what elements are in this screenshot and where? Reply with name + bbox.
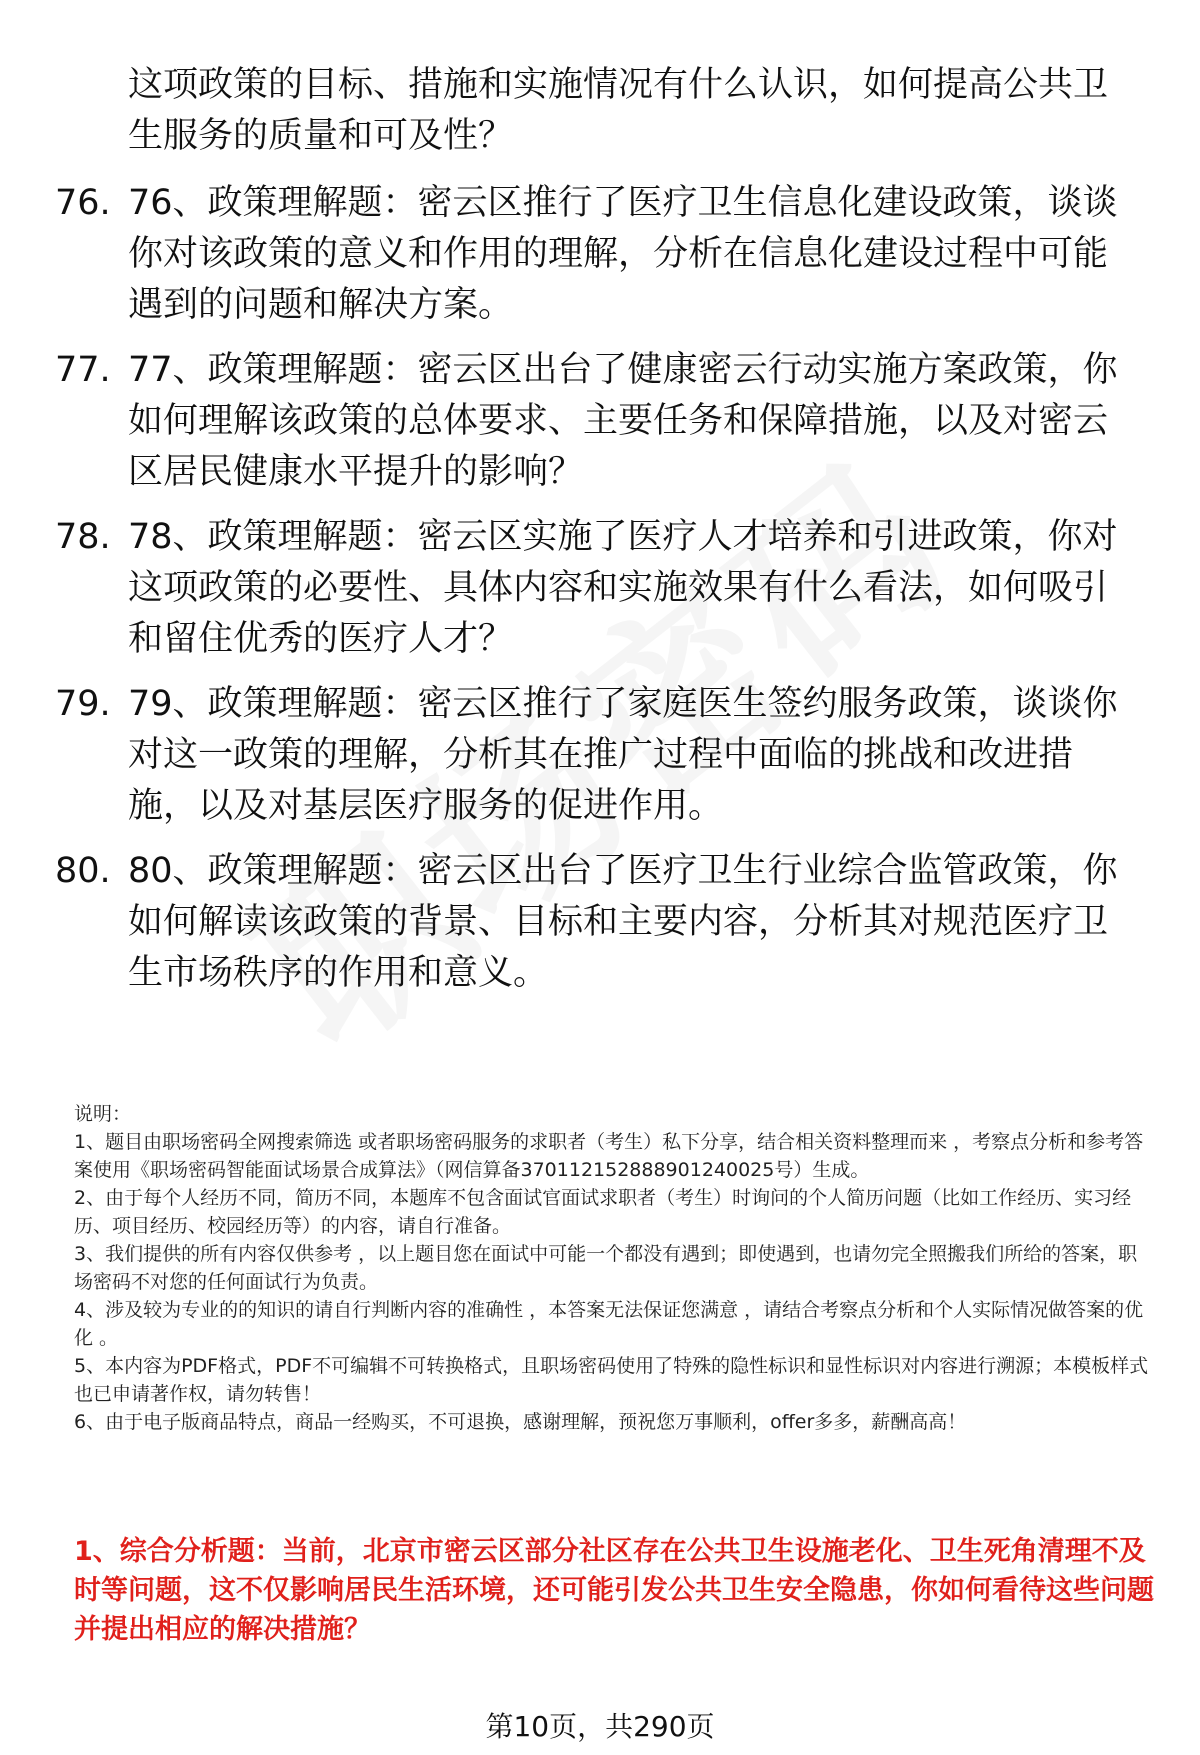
question-text: 77、政策理解题：密云区出台了健康密云行动实施方案政策，你如何理解该政策的总体要求、主要任务和保障措施，以及对密云区居民健康水平提升的影响？	[128, 350, 1118, 492]
question-number: 76.	[55, 183, 111, 223]
note-item: 4、涉及较为专业的的知识的请自行判断内容的准确性 ，本答案无法保证您满意 ，请结合考察点分析和个人实际情况做答案的优化 。	[74, 1299, 1144, 1349]
question-text: 79、政策理解题：密云区推行了家庭医生签约服务政策，谈谈你对这一政策的理解，分析其在推广过程中面临的挑战和改进措施，以及对基层医疗服务的促进作用。	[128, 684, 1118, 826]
continuation-text	[128, 60, 1138, 162]
question-78	[55, 512, 1138, 665]
question-80	[55, 846, 1138, 999]
notes-heading: 说明：	[74, 1103, 132, 1125]
question-text: 78、政策理解题：密云区实施了医疗人才培养和引进政策，你对这项政策的必要性、具体内容和实施效果有什么看法，如何吸引和留住优秀的医疗人才？	[128, 517, 1118, 659]
featured-question: 1、综合分析题：当前，北京市密云区部分社区存在公共卫生设施老化、卫生死角清理不及时等问题，这不仅影响居民生活环境，还可能引发公共卫生安全隐患，你如何看待这些问题并提出相应的解决措施？	[74, 1536, 1154, 1645]
note-item: 2、由于每个人经历不同，简历不同，本题库不包含面试官面试求职者（考生）时询问的个人简历问题（比如工作经历、实习经历、项目经历、校园经历等）的内容，请自行准备。	[74, 1187, 1132, 1237]
question-number: 80.	[55, 851, 111, 891]
note-item: 6、由于电子版商品特点，商品一经购买，不可退换，感谢理解，预祝您万事顺利，offer多多，薪酬高高！	[74, 1411, 967, 1433]
question-number: 79.	[55, 684, 111, 724]
notes-section	[74, 1100, 1154, 1436]
question-number: 77.	[55, 350, 111, 390]
question-77	[55, 345, 1138, 498]
note-item: 1、题目由职场密码全网搜索筛选 或者职场密码服务的求职者（考生）私下分享，结合相关资料整理而来 ，考察点分析和参考答案使用《职场密码智能面试场景合成算法》（网信算备370112152888901240025号）生成。	[74, 1131, 1144, 1181]
note-item: 5、本内容为PDF格式，PDF不可编辑不可转换格式，且职场密码使用了特殊的隐性标识和显性标识对内容进行溯源；本模板样式也已申请著作权，请勿转售！	[74, 1355, 1149, 1405]
question-79	[55, 679, 1138, 832]
page-footer: 第10页，共290页	[485, 1710, 715, 1743]
continuation-paragraph: 这项政策的目标、措施和实施情况有什么认识，如何提高公共卫生服务的质量和可及性？	[128, 65, 1109, 156]
note-item: 3、我们提供的所有内容仅供参考 ，以上题目您在面试中可能一个都没有遇到；即使遇到，也请勿完全照搬我们所给的答案，职场密码不对您的任何面试行为负责。	[74, 1243, 1138, 1293]
question-number: 78.	[55, 517, 111, 557]
question-text: 76、政策理解题：密云区推行了医疗卫生信息化建设政策，谈谈你对该政策的意义和作用的理解，分析在信息化建设过程中可能遇到的问题和解决方案。	[128, 183, 1118, 325]
question-text: 80、政策理解题：密云区出台了医疗卫生行业综合监管政策，你如何解读该政策的背景、目标和主要内容，分析其对规范医疗卫生市场秩序的作用和意义。	[128, 851, 1118, 993]
question-76	[55, 178, 1138, 331]
